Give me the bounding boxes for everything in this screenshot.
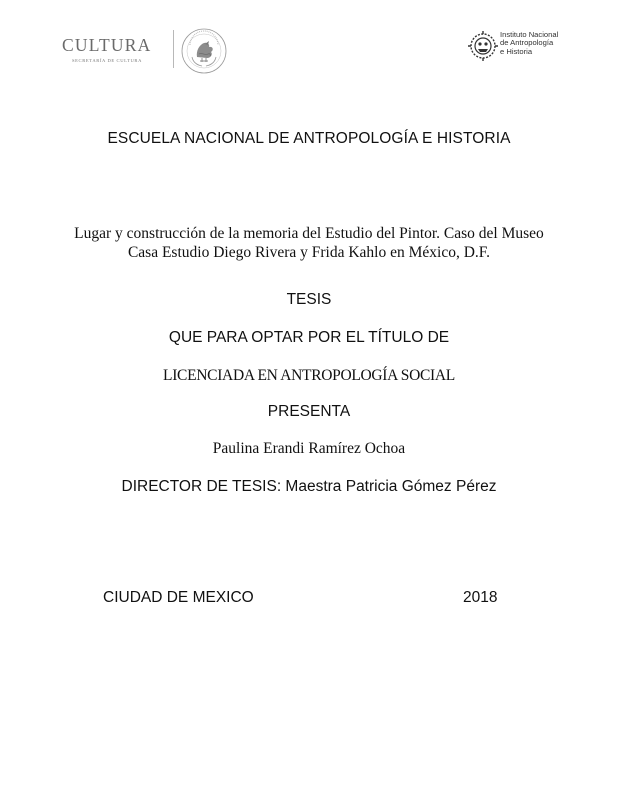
school-name: ESCUELA NACIONAL DE ANTROPOLOGÍA E HISTORIA bbox=[107, 130, 511, 147]
cultura-logo-word: CULTURA bbox=[62, 35, 152, 55]
inah-logo-line: de Antropología bbox=[500, 38, 554, 48]
city: CIUDAD DE MEXICO bbox=[103, 589, 254, 606]
cultura-logo-subtitle: SECRETARÍA DE CULTURA bbox=[72, 58, 142, 63]
presents-label: PRESENTA bbox=[267, 403, 351, 420]
inah-logo-text bbox=[500, 31, 558, 56]
inah-logo-line: Instituto Nacional bbox=[500, 30, 559, 39]
degree-name: LICENCIADA EN ANTROPOLOGÍA SOCIAL bbox=[163, 367, 455, 384]
thesis-director: DIRECTOR DE TESIS: Maestra Patricia Gómez Pérez bbox=[121, 478, 497, 495]
logo-divider bbox=[173, 30, 174, 68]
degree-statement: QUE PARA OPTAR POR EL TÍTULO DE bbox=[168, 329, 450, 346]
thesis-title-line: Casa Estudio Diego Rivera y Frida Kahlo en México, D.F. bbox=[127, 244, 491, 261]
cultura-logo bbox=[62, 36, 166, 70]
author-name: Paulina Erandi Ramírez Ochoa bbox=[212, 440, 406, 457]
inah-emblem-icon bbox=[468, 31, 498, 61]
year: 2018 bbox=[463, 589, 498, 606]
thesis-title bbox=[0, 224, 618, 262]
inah-logo-line: e Historia bbox=[500, 46, 533, 56]
document-type: TESIS bbox=[286, 291, 332, 308]
mexican-coat-of-arms-icon bbox=[180, 27, 228, 75]
thesis-title-line: Lugar y construcción de la memoria del Estudio del Pintor. Caso del Museo bbox=[74, 225, 544, 242]
inah-logo bbox=[468, 31, 578, 63]
